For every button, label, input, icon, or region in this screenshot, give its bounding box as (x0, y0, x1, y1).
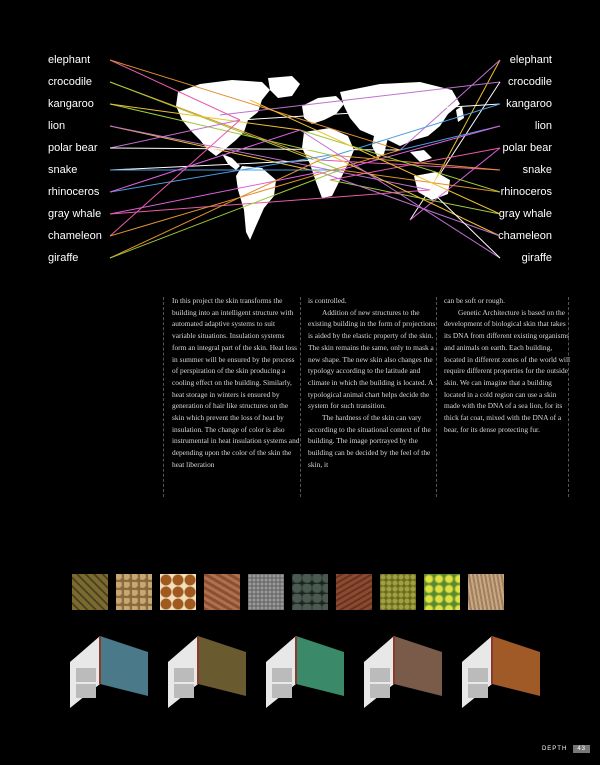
animals_right-label-kangaroo: kangaroo (506, 98, 552, 110)
swatch-crocodile-skin (72, 574, 108, 610)
connection-line (330, 155, 500, 170)
swatch-elephant-skin (204, 574, 240, 610)
japan (456, 106, 464, 122)
connection-line (320, 172, 500, 236)
swatch-rhino-skin (336, 574, 372, 610)
animals_right-label-chameleon: chameleon (498, 230, 552, 242)
swatch-giraffe-pattern (160, 574, 196, 610)
animals_left-label-kangaroo: kangaroo (48, 98, 94, 110)
swatch-chameleon-skin (424, 574, 460, 610)
animals_left-label-gray-whale: gray whale (48, 208, 102, 220)
section-name: DEPTH (541, 746, 568, 752)
swatch-reptile-scales (292, 574, 328, 610)
animals_left-label-giraffe: giraffe (48, 252, 79, 264)
column-divider (568, 297, 569, 497)
paragraph: is controlled. (308, 296, 347, 305)
animals_right-label-giraffe: giraffe (521, 252, 552, 264)
animals_right-label-crocodile: crocodile (507, 76, 552, 88)
column-divider (436, 297, 437, 497)
animals_left-label-snake: snake (48, 164, 78, 176)
text-column-2 (308, 295, 436, 471)
animals_right-label-polar-bear: polar bear (502, 142, 552, 154)
connection-line (430, 190, 500, 258)
text-column-1 (172, 295, 300, 471)
animals_right-label-lion: lion (534, 120, 552, 132)
swatch-gray-hide (248, 574, 284, 610)
animals_right-label-elephant: elephant (509, 54, 552, 66)
animals_right-label-rhinoceros: rhinoceros (500, 186, 552, 198)
text-column-3 (444, 295, 572, 435)
animals_left-label-lion: lion (48, 120, 66, 132)
animals_left-label-polar-bear: polar bear (48, 142, 98, 154)
central-america (222, 154, 240, 170)
animals_right-label-snake: snake (522, 164, 552, 176)
greenland (268, 76, 300, 98)
column-divider (300, 297, 301, 497)
paragraph: Genetic Architecture is based on the development of biological skin that takes its DNA from different existing organisms and animals on earth. Each building, located in different zones of the world will require different properties for the outside skin. We can imagine that a building located in a cold region can use a skin made with the DNA of a sea lion, for its thick fat coat, mixed with the DNA of a bear, for its dense protecting fur. (444, 307, 571, 434)
asia (340, 82, 460, 146)
swatch-fur (468, 574, 504, 610)
world-map-diagram (0, 40, 600, 270)
house-model-4 (354, 622, 454, 712)
animals_left-label-crocodile: crocodile (48, 76, 93, 88)
swatch-snake-skin (116, 574, 152, 610)
column-divider (163, 297, 164, 497)
house-model-2 (158, 622, 258, 712)
continents (176, 76, 464, 240)
paragraph: In this project the skin transforms the building into an intelligent structure with automated adaptive systems to suit variable situations. Insulation systems form an integral part of the skin. Heat loss in summer will be ensured by the process of perspiration of the skin producing a cooling effect on the building. Similarly, heat storage in winters is ensured by generation of hair like structures on the skin which prevent the loss of heat by insulation. The change of color is also instrumental in heat insulation systems and depending upon the color of the skin the heat liberation (172, 296, 300, 469)
house-model-1 (60, 622, 160, 712)
animals_left-label-chameleon: chameleon (48, 230, 102, 242)
paragraph: Addition of new structures to the existing building in the form of projections is aided by the elastic property of the skin. The skin remains the same, only to mask a new shape. The new skin also changes the typology according to the latitude and climate in which the building is located. A typological animal chart helps decide the system for such transition. (308, 307, 436, 411)
house-model-3 (256, 622, 356, 712)
paragraph: can be soft or rough. (444, 296, 505, 305)
swatch-lizard-scales (380, 574, 416, 610)
animals_left-label-elephant: elephant (48, 54, 91, 66)
connection-line (110, 120, 240, 236)
connection-line (110, 170, 340, 258)
southeast-asia (410, 150, 432, 162)
animals_left-label-rhinoceros: rhinoceros (48, 186, 100, 198)
animals_right-label-gray-whale: gray whale (498, 208, 552, 220)
europe (302, 96, 344, 124)
paragraph: The hardness of the skin can vary according to the situational context of the building. The image portrayed by the building can be decided by the feel of the skin, it (308, 413, 431, 469)
house-model-5 (452, 622, 552, 712)
page-footer (542, 745, 590, 753)
page-number: 43 (573, 745, 590, 753)
